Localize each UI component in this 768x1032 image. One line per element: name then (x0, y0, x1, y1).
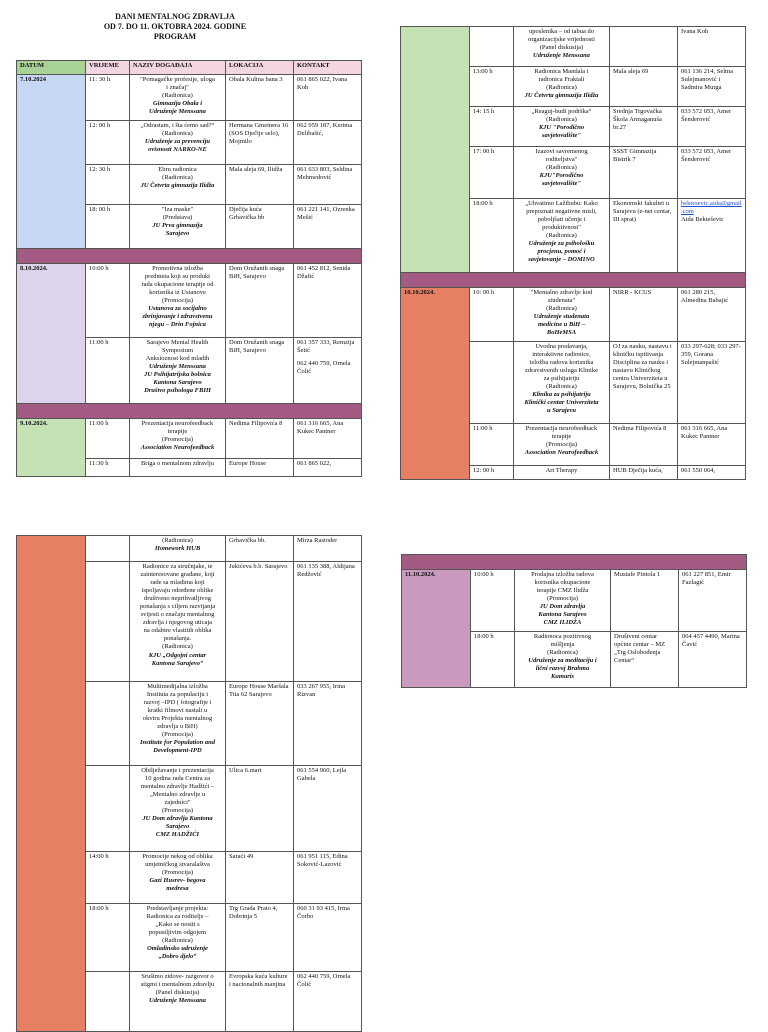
organizer: Udruženje za prevenciju (145, 138, 210, 146)
time-cell: 10:00 h (86, 264, 130, 338)
event-line: Srušimo zidove- razgovor o (141, 973, 214, 980)
event-line: "Pomagačke profesije, uloga (140, 76, 215, 83)
organizer: JU Psihijatrijska bolnica (144, 371, 211, 379)
time-cell: 11:00 h (86, 338, 130, 404)
organizer: Udruženje Menssana (149, 997, 206, 1005)
event-line: Promocije nekog od oblika (142, 853, 213, 860)
event-line: okviru Projekta mentalnog (142, 715, 213, 723)
location-cell: Jukićeva b.b. Sarajevo (226, 562, 294, 682)
event-line: Anksioznost kod mladih (145, 355, 210, 363)
event-line: (Promocija) (161, 436, 194, 444)
date-cell: 8.10.2024. (17, 264, 86, 404)
event-line: "Mentalno zdravlje kod (530, 289, 593, 296)
event-line: (Radionica) (546, 232, 577, 240)
day-separator (401, 273, 746, 288)
event-line: Predstavljanje projekta: (146, 905, 209, 912)
day-separator (402, 555, 747, 570)
event-cell (130, 852, 226, 904)
header-kontakt: KONTAKT (294, 61, 362, 75)
location-cell: Društveni centar općine centar – MZ „Trg Oslobođenja Centar“ (611, 632, 679, 688)
time-cell: 13:00 h (470, 67, 514, 107)
event-line: uposlenika – od tabua do (529, 28, 594, 35)
event-line: Radionica za roditelje – (146, 913, 209, 921)
event-line: popustljivim odgojem (148, 929, 207, 937)
date-cell: 9.10.2024. (17, 419, 86, 477)
organizer: medresa (166, 885, 189, 893)
event-line: (Radionica) (162, 537, 193, 544)
location-cell: Grbavička bb. (226, 536, 294, 562)
organizer: Kantona Sarajevo“ (151, 659, 204, 667)
contact-cell: 061 227 851, Emir Fazlagić (679, 570, 747, 632)
event-line: roditeljstva" (545, 156, 578, 164)
time-cell (86, 972, 130, 1032)
event-cell (514, 107, 610, 147)
location-cell (610, 27, 678, 67)
contact-cell: 033 297-628; 033 297-359, Gorana Sulejmanpašić (678, 342, 746, 424)
location-cell: Europe House (226, 459, 294, 477)
organizer: savjetovalište" (542, 132, 581, 140)
day-separator (17, 404, 362, 419)
location-cell: Srednja Trgovačka Škola Armaganuša br.27 (610, 107, 678, 147)
table-row (402, 570, 747, 632)
contact-cell: 061 221 141, Ozrenka Mešić (294, 205, 362, 249)
event-line: „Uhvatimo Lažibubu: Kako (525, 200, 598, 207)
organizer: ovisnosti NARKO-NE (148, 146, 207, 154)
schedule-table-page-2 (400, 26, 746, 480)
organizer: JU Četvrta gimnazija Ilidža (140, 182, 215, 190)
event-line: izložba radova korisnika (529, 359, 594, 367)
organizer: Ustanova za socijalno (148, 305, 207, 313)
organizer: Klinički centar Univerziteta (524, 399, 599, 407)
event-cell (130, 264, 226, 338)
event-line: (Radionica) (546, 84, 577, 92)
time-cell (470, 342, 514, 424)
contact-cell: 062 440 759, Ornela Čolić (294, 972, 362, 1032)
event-line: produktivnost" (542, 224, 581, 232)
event-cell (515, 570, 611, 632)
event-line: za psihijatriju (543, 375, 580, 383)
contact-cell: 061 316 665, Ana Kukec Pantner (678, 424, 746, 466)
event-line: Ebru radionica (158, 166, 197, 173)
contact-cell (678, 199, 746, 273)
organizer: JU Dom zdravlja Kantona (142, 815, 213, 823)
event-line: Radionica Mandala i (534, 68, 589, 75)
event-line: (Radionica) (162, 92, 193, 100)
schedule-table-page-3 (16, 535, 362, 1032)
time-cell: 11:30 h (86, 459, 130, 477)
contact-cell: 061 136 214, Selma Sulejmanović i Sadmira Murga (678, 67, 746, 107)
location-cell: Dom Oružanih snaga BiH, Sarajevo (226, 338, 294, 404)
event-line: „Kako se nositi s (155, 921, 200, 929)
location-cell: Ulica 6.mart (226, 766, 294, 852)
contact-cell: 061 550 064, (678, 466, 746, 480)
event-line: (Radionica) (546, 116, 577, 124)
event-line: (Panel diskusija) (539, 44, 584, 52)
location-cell: Nedima Filipovića 8 (610, 424, 678, 466)
header-lokacija: LOKACIJA (226, 61, 294, 75)
event-cell (514, 67, 610, 107)
table-row (401, 27, 746, 67)
event-line: (Promocija) (161, 807, 194, 815)
event-cell (130, 904, 226, 972)
location-cell: Evropska kuća kulture i nacionalnih manjina (226, 972, 294, 1032)
schedule-table-page-4 (401, 554, 747, 688)
event-cell (130, 682, 226, 766)
title-line: OD 7. DO 11. OKTOBRA 2024. GODINE (103, 22, 247, 32)
contact-cell: 033 267 955, Irina Rizvan (294, 682, 362, 766)
date-cell: 11.10.2024. (402, 570, 471, 688)
organizer: Gimnazija Obala i (152, 100, 203, 108)
time-cell: 12: 00 h (470, 466, 514, 480)
location-cell: Obala Kulina bana 3 (226, 75, 294, 121)
event-cell (130, 338, 226, 404)
contact-cell: 061 554 960, Lejla Gabela (294, 766, 362, 852)
event-line: Radionice za stručnjake, te (142, 563, 213, 570)
organizer: CMZ HADŽIĆI (155, 831, 200, 839)
location-cell: Mala aleja 69, Ilidža (226, 165, 294, 205)
event-cell (514, 288, 610, 342)
event-line: kratki filmovi nastali u (147, 707, 208, 715)
time-cell: 11:00 h (86, 419, 130, 459)
event-line: 10 godina rada Centra za (145, 775, 210, 783)
contact-cell: 060 31 93 415, Irma Čorbo (294, 904, 362, 972)
date-continuation-cell (401, 27, 470, 273)
event-line: zdravlja u BiH) (157, 723, 198, 731)
location-cell: Saraći 49 (226, 852, 294, 904)
day-separator (17, 249, 362, 264)
location-cell: Europe House Maršala Tita 62 Sarajevo (226, 682, 294, 766)
event-line: terapije (551, 433, 572, 441)
organizer: JU Dom zdravlja (539, 603, 586, 611)
time-cell (86, 682, 130, 766)
schedule-table-page-1 (16, 60, 362, 477)
contact-cell: 061 135 388, Aldijana Redžović (294, 562, 362, 682)
program-title (55, 12, 295, 43)
contact-cell: 064 457 4490, Marina Čavić (679, 632, 747, 688)
title-line: PROGRAM (153, 32, 197, 42)
event-cell (130, 205, 226, 249)
event-line: „Odrastam, i šta ćemo sad?“ (140, 122, 215, 129)
organizer: lični razvoj Brahma (535, 665, 590, 673)
event-line: zainteresovane građane, koji (140, 571, 215, 579)
time-cell: 10:00 h (471, 570, 515, 632)
contact-cell: 061 865 022, Ivana Koh (294, 75, 362, 121)
time-cell (86, 562, 130, 682)
time-cell: 18: 00 h (86, 205, 130, 249)
event-cell (130, 419, 226, 459)
event-line: Briga o mentalnom zdravlju (140, 460, 215, 467)
location-cell: Trg Grada Prato 4, Dobrinja 5 (226, 904, 294, 972)
event-line: rade sa mladima koji (150, 579, 205, 587)
time-cell: 14: 15 h (470, 107, 514, 147)
date-cell: 7.10.2024 (17, 75, 86, 249)
table-header-row (17, 61, 362, 75)
event-line: mišljenja (550, 641, 575, 649)
location-cell: OJ za nauku, nastavu i kliničku ispitivanja Disciplina za nauku i nastavu Kliničkog centra Univerziteta u Sarajevu, Bolnička 25 (610, 342, 678, 424)
event-cell (130, 459, 226, 477)
time-cell: 18:00 h (471, 632, 515, 688)
table-row (17, 264, 362, 338)
location-cell: Nedima Filipovića 8 (226, 419, 294, 459)
contact-cell (294, 338, 362, 404)
event-cell (130, 75, 226, 121)
event-cell (514, 27, 610, 67)
date-cell: 10.10.2024. (401, 288, 470, 480)
event-line: rada okupacione terapije od (141, 281, 214, 289)
event-line: zajednici" (164, 799, 191, 807)
organizer: Kantona Sarajevo (538, 611, 587, 619)
event-line: Instituta za populaciju i (146, 691, 209, 699)
event-line: Promotivna izložba (152, 265, 203, 272)
event-line: pobolјšati učenje i (537, 216, 586, 224)
event-line: prepoznati negativne misli, (526, 208, 597, 216)
event-line: „Mentalno zdravlje u (149, 791, 206, 799)
time-cell (86, 766, 130, 852)
time-cell: 10: 00 h (470, 288, 514, 342)
organizer: KJU "Porodično (538, 124, 585, 132)
location-cell: Mustafe Pintola 1 (611, 570, 679, 632)
location-cell: Ekonomski fakultet u Sarajevu (e-net centar, III sprat) (610, 199, 678, 273)
time-cell: 11:00 h (470, 424, 514, 466)
contact-cell: 061 633 803, Seldina Mehmedović (294, 165, 362, 205)
contact-cell: 061 951 115, Edina Soković-Lazović (294, 852, 362, 904)
table-row (17, 419, 362, 459)
contact-cell: 061 280 215, Almedina Babajić (678, 288, 746, 342)
contact-cell: Mirza Rastoder (294, 536, 362, 562)
event-line: korisnika okupacione (534, 579, 591, 587)
contact-cell: Ivana Koh (678, 27, 746, 67)
event-line: mentalno zdravlje Hadžići – (140, 783, 215, 791)
event-line: terapije (167, 428, 188, 436)
event-cell (130, 165, 226, 205)
header-naziv: NAZIV DOGAĐAJA (130, 61, 226, 75)
organizer: Omladinsko udruženje (147, 945, 208, 953)
event-cell (130, 766, 226, 852)
event-line: zdravstvenih usluga Klinike (525, 367, 598, 375)
location-cell: Dječija kuća Grbavička bb (226, 205, 294, 249)
event-line: (Radionica) (162, 643, 193, 651)
event-cell (514, 147, 610, 199)
event-cell (514, 466, 610, 480)
location-cell: NIRR - KCUS (610, 288, 678, 342)
organizer: Klinika za psihijatriju (532, 391, 591, 399)
event-cell (130, 536, 226, 562)
event-cell (130, 121, 226, 165)
event-line: (Promocija) (161, 869, 194, 877)
organizer: medicine u BiH – (537, 321, 586, 329)
time-cell: 12: 00 h (86, 121, 130, 165)
event-cell (130, 562, 226, 682)
time-cell: 18:00 h (86, 904, 130, 972)
organizer: Sarajevo (165, 823, 190, 831)
event-line: Art Therapy (545, 467, 578, 474)
organizer: Društvo psihologa FBIH (144, 387, 211, 395)
event-line: (Radionica) (546, 383, 577, 391)
title-line: DANI MENTALNOG ZDRAVLJA (115, 12, 235, 21)
time-cell: 14:00 h (86, 852, 130, 904)
location-cell: Dom Oružanih snaga BiH, Sarajevo (226, 264, 294, 338)
date-continuation-cell (17, 536, 86, 1032)
contact-cell: 033 572 053, Amer Šenderović (678, 107, 746, 147)
contact-cell: 061 316 665, Ana Kukec Pantner (294, 419, 362, 459)
organizer: savjetovanje – DOMINO (528, 256, 595, 264)
event-line: terapije CMZ Ilidža (536, 587, 589, 595)
location-cell: Mala aleja 69 (610, 67, 678, 107)
time-cell: 11: 30 h (86, 75, 130, 121)
table-row (17, 536, 362, 562)
table-row (17, 75, 362, 121)
event-line: Symposium (161, 347, 194, 355)
event-line: radionica Fraktali (538, 76, 585, 84)
event-line: Prodajna izložba radova (531, 571, 594, 578)
event-line: (Panel diskusija) (155, 989, 200, 997)
event-line: stigmi i mentalnom zdravlju (140, 981, 215, 989)
time-cell (470, 27, 514, 67)
event-cell (514, 424, 610, 466)
event-line: ispoljavaju određene oblike (141, 587, 214, 595)
organizer: Udruženje za psihološku (528, 240, 595, 248)
time-cell: 18:00 h (470, 199, 514, 273)
event-cell (130, 972, 226, 1032)
organizer: KJU"Porodično (539, 172, 584, 180)
location-cell: HUB Dječija kuća, (610, 466, 678, 480)
time-cell: 12: 30 h (86, 165, 130, 205)
event-line: umjetničkog stvaralaštva (145, 861, 210, 869)
event-line: (Radionica) (547, 649, 578, 657)
header-datum: DATUM (17, 61, 86, 75)
contact-line: 062 440 759, Ornela Čolić (297, 360, 351, 376)
event-line: (Promocija) (546, 595, 579, 603)
event-line: Radionoca pozitivnog (533, 633, 592, 640)
event-line: (Promocija) (161, 731, 194, 739)
contact-cell: 033 572 053, Amer Šenderović (678, 147, 746, 199)
event-line: Uvodna predavanja, (535, 343, 588, 350)
organizer: Development-IPD (153, 747, 202, 755)
event-cell (514, 342, 610, 424)
event-line: Izazovi savremenog (535, 148, 588, 155)
event-line: i značaj" (166, 84, 189, 92)
event-line: društveno neprihvatljivog (144, 595, 211, 603)
organizer: CMZ ILIDŽA (543, 619, 582, 627)
organizer: KJU „Odgojni centar (148, 651, 207, 659)
event-line: ponašanja. (163, 635, 192, 643)
event-line: interaktivne radionice, (532, 351, 591, 359)
contact-line: 061 357 333, Remzija Šetić (297, 339, 355, 355)
organizer: Udruženje Menssana (149, 108, 206, 116)
event-line: (Predstava) (162, 214, 193, 222)
organizer: Udruženje za meditaciju i (528, 657, 597, 665)
contact-cell: 061 865 022, (294, 459, 362, 477)
event-line: Multimedijalna izložba (147, 683, 208, 690)
event-line: zdravlja i njegovog uticaja (142, 619, 213, 627)
organizer: „Dobro djelo“ (158, 953, 197, 961)
event-line: Obilježavanje i prezentacija (141, 767, 214, 774)
organizer: Kantona Sarajevo (153, 379, 202, 387)
event-line: "Iza maske" (161, 206, 194, 213)
event-line: Sarajevo Mental Health (146, 339, 209, 346)
header-vrijeme: VRIJEME (86, 61, 130, 75)
event-line: ponašanja s ciljem razvijanja (139, 603, 216, 611)
event-line: Prezentacija neurofeedback (141, 420, 214, 427)
organizer: zbrinjavanje i zdravstvenu (142, 313, 213, 321)
event-line: (Promocija) (161, 297, 194, 305)
organizer: Institute for Population and (140, 739, 215, 747)
event-line: predmeta koji su produkt (144, 273, 211, 281)
contact-cell: 062 959 187, Kerima Delibašić, (294, 121, 362, 165)
location-cell: Hermana Gmeinera 16 (SOS Dječije selo), Mojmilo (226, 121, 294, 165)
organizer: BoHeMSA (546, 329, 577, 337)
time-cell (86, 536, 130, 562)
event-line: Prezentacija neurofeedback (525, 425, 598, 432)
organizer: JU Prva gimnazija (152, 222, 203, 230)
organizer: Udruženje Menssana (149, 363, 206, 371)
event-cell (515, 632, 611, 688)
organizer: Gazi Husrev- begova (149, 877, 206, 885)
event-line: svijesti o značaju mentalnog (140, 611, 215, 619)
organizer: njegu – Drin Fojnica (149, 321, 206, 329)
table-row (401, 288, 746, 342)
organizer: Sarajevo (165, 230, 190, 238)
time-cell: 17: 00 h (470, 147, 514, 199)
organizer: Association Neurofeedback (524, 449, 599, 457)
organizer: procjenu, pomoć i (537, 248, 586, 256)
event-line: (Radionica) (546, 305, 577, 313)
event-line: (Promocija) (545, 441, 578, 449)
organizer: savjetovalište" (542, 180, 581, 188)
location-cell: SSST Gimnazija Bistrik 7 (610, 147, 678, 199)
organizer: Udruženje studenata (533, 313, 590, 321)
event-line: studenata" (547, 297, 576, 305)
organizer: Kumaris (550, 673, 575, 681)
event-line: na odabire vlastitih oblika (143, 627, 212, 635)
event-line: organizacijske vrijednosti (528, 36, 595, 44)
event-line: (Radionica) (162, 174, 193, 182)
organizer: Homework HUB (154, 545, 201, 553)
contact-line: Aida Bekteševic (681, 216, 724, 224)
event-line: (Radionica) (162, 130, 193, 138)
event-cell (514, 199, 610, 273)
organizer: JU Četvrta gimnazija Ilidža (524, 92, 599, 100)
event-line: (Radionica) (546, 164, 577, 172)
event-line: korisnika iz Ustanove (149, 289, 206, 297)
organizer: u Sarajevu (546, 407, 577, 415)
organizer: Udruženje Menssana (533, 52, 590, 60)
email-link[interactable]: bektesevic.aida@gmail.com (681, 200, 742, 216)
event-line: „Reaguj-budi podrška“ (531, 108, 592, 115)
event-line: razvoj –IPD ( fotografije i (143, 699, 212, 707)
contact-cell: 061 452 812, Senida Džafić (294, 264, 362, 338)
organizer: Association Neurofeedback (140, 444, 215, 452)
event-line: (Radionica) (162, 937, 193, 945)
